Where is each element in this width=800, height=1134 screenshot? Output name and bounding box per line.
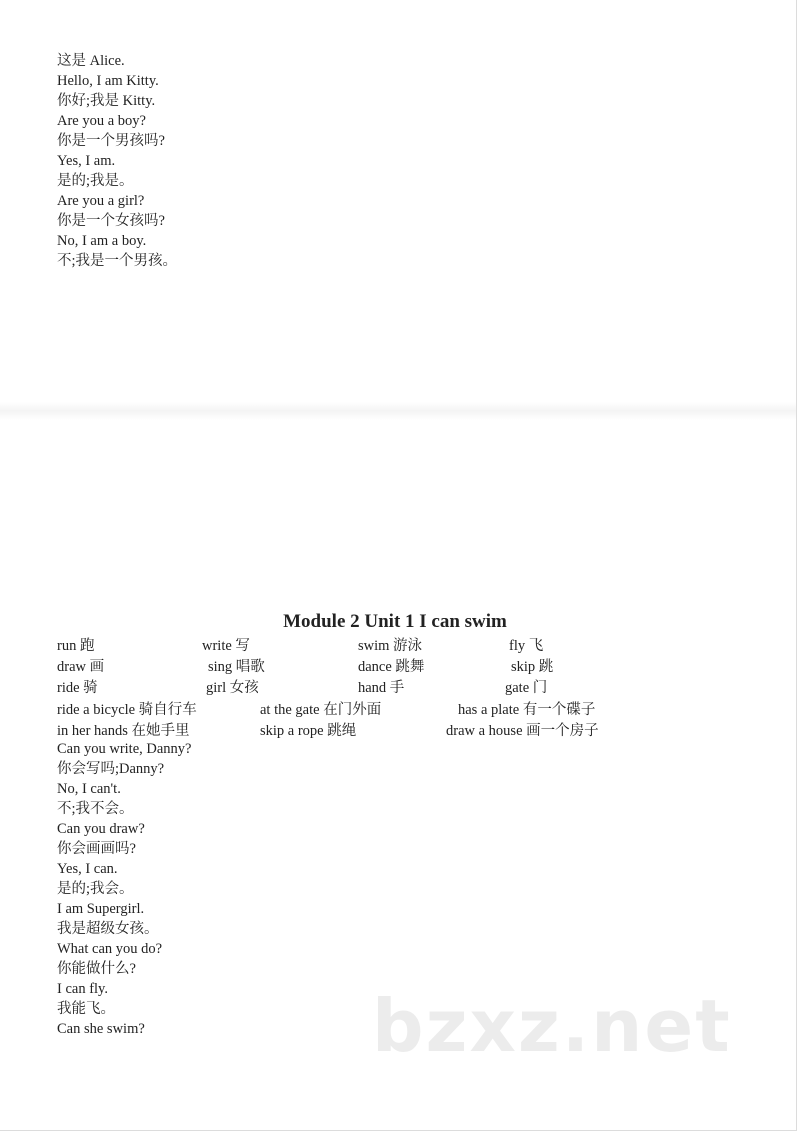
text-line: 不;我是一个男孩。 bbox=[57, 253, 178, 269]
page-break bbox=[0, 402, 796, 420]
text-line: 你会画画吗? bbox=[57, 841, 136, 857]
text-line: 我是超级女孩。 bbox=[57, 921, 159, 937]
vocab-item: fly 飞 bbox=[509, 638, 544, 654]
text-line: Are you a girl? bbox=[57, 193, 145, 209]
vocab-item: skip a rope 跳绳 bbox=[260, 723, 357, 739]
text-line: 这是 Alice. bbox=[57, 53, 125, 69]
text-line: 你是一个男孩吗? bbox=[57, 133, 165, 149]
text-line: Are you a boy? bbox=[57, 113, 146, 129]
text-line: No, I am a boy. bbox=[57, 233, 147, 249]
vocab-item: at the gate 在门外面 bbox=[260, 702, 382, 718]
text-line: I am Supergirl. bbox=[57, 901, 145, 917]
vocab-item: has a plate 有一个碟子 bbox=[458, 702, 596, 718]
text-line: I can fly. bbox=[57, 981, 108, 997]
vocab-item: swim 游泳 bbox=[358, 638, 423, 654]
vocab-item: dance 跳舞 bbox=[358, 659, 425, 675]
text-line: Yes, I can. bbox=[57, 861, 118, 877]
text-line: Hello, I am Kitty. bbox=[57, 73, 159, 89]
text-line: 不;我不会。 bbox=[57, 801, 134, 817]
vocab-item: ride a bicycle 骑自行车 bbox=[57, 702, 197, 718]
vocab-item: skip 跳 bbox=[511, 659, 554, 675]
vocab-item: write 写 bbox=[202, 638, 250, 654]
watermark: bzxz.net bbox=[372, 984, 732, 1068]
text-line: 是的;我会。 bbox=[57, 881, 134, 897]
vocab-item: sing 唱歌 bbox=[208, 659, 265, 675]
vocab-item: in her hands 在她手里 bbox=[57, 723, 190, 739]
text-line: 你能做什么? bbox=[57, 961, 136, 977]
text-line: 你会写吗;Danny? bbox=[57, 761, 165, 777]
text-line: 是的;我是。 bbox=[57, 173, 134, 189]
vocab-item: hand 手 bbox=[358, 680, 405, 696]
text-line: What can you do? bbox=[57, 941, 163, 957]
vocab-item: run 跑 bbox=[57, 638, 95, 654]
section-title: Module 2 Unit 1 I can swim bbox=[283, 611, 507, 632]
page1-text-block bbox=[57, 51, 177, 271]
text-line: Can she swim? bbox=[57, 1021, 145, 1037]
vocab-item: draw a house 画一个房子 bbox=[446, 723, 599, 739]
text-line: Can you draw? bbox=[57, 821, 145, 837]
text-line: Yes, I am. bbox=[57, 153, 116, 169]
vocab-item: ride 骑 bbox=[57, 680, 98, 696]
vocab-item: girl 女孩 bbox=[206, 680, 259, 696]
vocab-item: draw 画 bbox=[57, 659, 105, 675]
vocabulary-grid bbox=[0, 636, 796, 741]
text-line: Can you write, Danny? bbox=[57, 741, 192, 757]
text-line: No, I can't. bbox=[57, 781, 121, 797]
page2-text-block bbox=[57, 739, 192, 1039]
text-line: 你好;我是 Kitty. bbox=[57, 93, 156, 109]
text-line: 我能飞。 bbox=[57, 1001, 115, 1017]
text-line: 你是一个女孩吗? bbox=[57, 213, 165, 229]
vocab-item: gate 门 bbox=[505, 680, 548, 696]
